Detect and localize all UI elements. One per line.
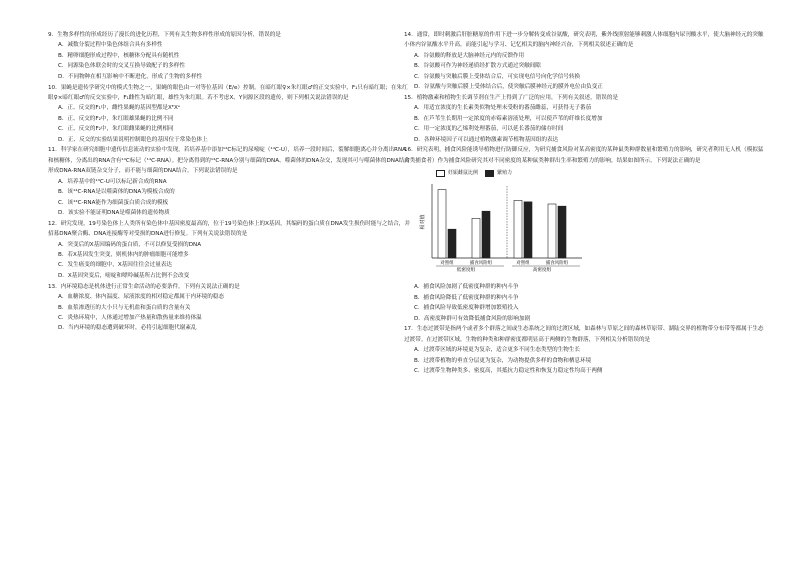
option-a: A．过渡带区域的环境更为复杂，适合更多不同生态类型的生物生长 — [414, 347, 581, 354]
option-a: A．用适宜浓度的生长素类似物处理未受粉的番茄雌蕊，可获得无子番茄 — [414, 105, 592, 112]
bar-chart-figure — [404, 168, 766, 280]
question-14 — [404, 30, 766, 92]
question-stem: 12．研究发现，19号染色体上人类所有染色体中基因密度最高的，位于19号染色体上的X基因，其编码的蛋白质在DNA发生损伤时能与之结合，并招募DNA聚合酶、DNA连接酶等对受损的DNA进行修复。下列有关说法错误的是 — [48, 220, 410, 238]
bar-chart — [404, 176, 604, 282]
question-10 — [48, 83, 410, 145]
question-stem: 15．植物激素和植物生长调节剂在生产上得到了广泛的应用，下列有关叙述，错误的是 — [404, 94, 619, 101]
x-tick-label: 捕食风险组 — [470, 261, 492, 267]
left-column — [48, 30, 410, 334]
option-d: D．当内环境的稳态遭到破坏时，必将引起细胞代谢紊乱 — [58, 325, 197, 332]
group-title-high: 高密度组 — [532, 268, 552, 274]
bar — [472, 219, 480, 259]
option-d: D．高密度种群可有效降低捕食风险的影响加剧 — [414, 315, 531, 322]
option-a: A．突变后的X基因编码的蛋白质，不可以修复受损的DNA — [58, 241, 202, 248]
option-b: B．谷氨酸可作为神经递质经扩散方式通过突触间隙 — [414, 63, 541, 70]
legend-label-2: 繁殖力 — [497, 170, 513, 177]
question-stem: 14．通常，即时刺激后肝脏糖原的作用下进一步分解转变成谷氨酸，研究表明，紫外线照射能够刺激人体细胞内尿刊酸水平，使大脑神经元的突触小体内谷氨酸水平升高，而能引起与学习、记忆相关的脑内神经兴奋，下列相关叙述正确的是 — [404, 32, 764, 49]
bar — [524, 202, 532, 258]
bar — [482, 211, 490, 258]
question-stem: 9．生物多样性的形成经历了漫长的进化历程，下列有关生物多样性形成的原因分析，错误的是 — [48, 32, 281, 38]
question-15 — [404, 93, 766, 145]
group-title-low: 低密度组 — [456, 268, 476, 274]
option-d: D．谷氨酸与突触后膜上受体结合后，使突触后膜神经元的膜外电位由负变正 — [414, 84, 603, 91]
x-tick-label: 捕食风险组 — [546, 261, 568, 267]
question-13 — [48, 282, 410, 334]
option-a: A．减数分裂过程中染色体组合具有多样性 — [58, 42, 163, 49]
question-17 — [404, 324, 766, 376]
option-c: C．发生癌变的细胞中，X基因往往会过量表达 — [58, 262, 173, 269]
option-d: D．X基因突变后，嘧啶和嘌呤碱基所占比例不会改变 — [58, 272, 190, 279]
option-b: B．在芦苇生长期用一定浓度的赤霉素溶液处理，可以使芦苇的纤维长度增加 — [414, 115, 603, 122]
bar — [448, 229, 456, 258]
question-11 — [48, 145, 410, 218]
option-c: C．谷氨酸与突触后膜上受体结合后，可实现电信号向化学信号转换 — [414, 73, 581, 80]
option-a: A．正、反交的F₁中，雌性果蝇的基因型都是XᴱXᵉ — [58, 105, 181, 112]
question-16 — [404, 145, 766, 323]
legend-label-1: 妊娠雌鼠比例 — [448, 170, 479, 177]
bar — [558, 206, 566, 258]
option-b: B．正、反交的F₂中，朱红眼雄果蝇的比例不同 — [58, 115, 174, 122]
option-b: B．该¹⁴C-RNA是以噬菌体的DNA为模板合成的 — [58, 189, 175, 196]
option-c: C．炎热环境中，人体通过增加产热量和散热量来维持体温 — [58, 314, 202, 321]
question-9 — [48, 30, 410, 82]
option-a: A．血糖浓度、体内温度、尿液浓度的相对稳定都属于内环境的稳态 — [58, 294, 225, 301]
question-stem: 11．科学家在研究细胞中遗传信息流动的实验中发现，若培养基中添加¹⁴C标记的尿嘧啶（¹⁴C-U），培养一段时间后，裂解细胞离心并分离出RNA和核糖体，分离出的RNA含有¹⁴C标记（¹⁴C-RNA）。把分离得到的¹⁴C-RNA分别与细菌的DNA、噬菌体的DNA杂交，发现其可与噬菌体的DNA结合形成DNA-RNA双链杂交分子，而不能与细菌的DNA结合。下列说法错误的是 — [48, 147, 410, 175]
bar — [548, 204, 556, 258]
option-a: A．捕食风险加剧了低密度种群的种内斗争 — [414, 284, 519, 291]
option-d: D．正、反交的实验结果说明控制眼色的基因位于常染色体上 — [58, 136, 208, 143]
option-b: B．捕食风险降低了低密度种群的种内斗争 — [414, 294, 519, 301]
question-stem: 13．内环境稳态是机体进行正常生命活动的必要条件。下列有关说法正确的是 — [48, 283, 240, 290]
question-12 — [48, 219, 410, 281]
option-b: B．过渡带植物的垂直分层更为复杂，为动物提供多样的食物和栖息环境 — [414, 357, 592, 364]
bar — [514, 201, 522, 259]
option-d: D．不同物种在相互影响中不断进化，形成了生物的多样性 — [58, 73, 203, 80]
option-d: D．各种环境因子可以通过植物激素调节植物基因组的表达 — [414, 136, 559, 143]
option-c: C．同源染色体联会时的交叉互换导致配子的多样性 — [58, 63, 185, 70]
question-stem: 16．研究表明，捕食风险能诱导植物进行防御反应，为研究捕食风险对某高密度的某种鼠类种群数量和繁殖力的影响，研究者利用无人机（模拟猛禽类捕食者）作为捕食风险研究其对不同密度的某种鼠类种群出生率和繁殖力的影响，结果如图所示，下列说法正确的是 — [404, 147, 764, 164]
option-b: B．血浆渗透压的大小只与无机盐和蛋白质的含量有关 — [58, 304, 191, 311]
option-d: D．该实验不能证明DNA是噬菌体的遗传物质 — [58, 209, 170, 216]
right-column — [404, 30, 766, 377]
option-c: C．该¹⁴C-RNA能作为细菌蛋白质合成的模板 — [58, 199, 169, 206]
option-a: A．培养基中的¹⁴C-U可以标记新合成的RNA — [58, 178, 167, 185]
option-c: C．用一定浓度的乙烯利处理番茄，可以延长番茄的储存时间 — [414, 126, 564, 133]
bar — [438, 190, 446, 258]
option-a: A．谷氨酸的释放是大脑神经元内的反馈作用 — [414, 52, 525, 59]
option-c: C．正、反交的F₂中，朱红眼雌果蝇的比例相同 — [58, 126, 174, 133]
question-stem: 10．果蝇是遗传学研究中的模式生物之一，果蝇的眼色由一对等位基因（E/e）控制。在暗红眼♀×朱红眼♂的正交实验中，F₁只有暗红眼；在朱红眼♀×暗红眼♂的反交实验中，F₁雌性为暗红眼，雄性为朱红眼。若不考虑X、Y同源区段的遗传，则下列相关说法错误的是 — [48, 84, 408, 101]
x-tick-label: 对照组 — [440, 261, 454, 267]
option-b: B．精卵细胞形成过程中，核糖体分配具有随机性 — [58, 52, 180, 59]
y-axis-label: 相对值 — [420, 214, 426, 230]
option-c: C．过渡带生物种类多、密度高，其抵抗力稳定性和恢复力稳定性均高于两侧 — [414, 368, 603, 375]
x-tick-label: 对照组 — [516, 261, 530, 267]
option-c: C．捕食风险导致低密度种群增加繁殖投入 — [414, 305, 519, 312]
option-b: B．若X基因发生突变，则机体内的肿瘤细胞可能增多 — [58, 252, 189, 259]
question-stem: 17．生态过渡带是指两个或者多个群落之间或生态系统之间的过渡区域，如森林与草原之间的森林草原带、湖陆交界的植物带分布带等都属于生态过渡带。在过渡带区域，生物的种类和种群密度都明显高于两侧的生物群落，下列相关分析错误的是 — [404, 326, 764, 343]
